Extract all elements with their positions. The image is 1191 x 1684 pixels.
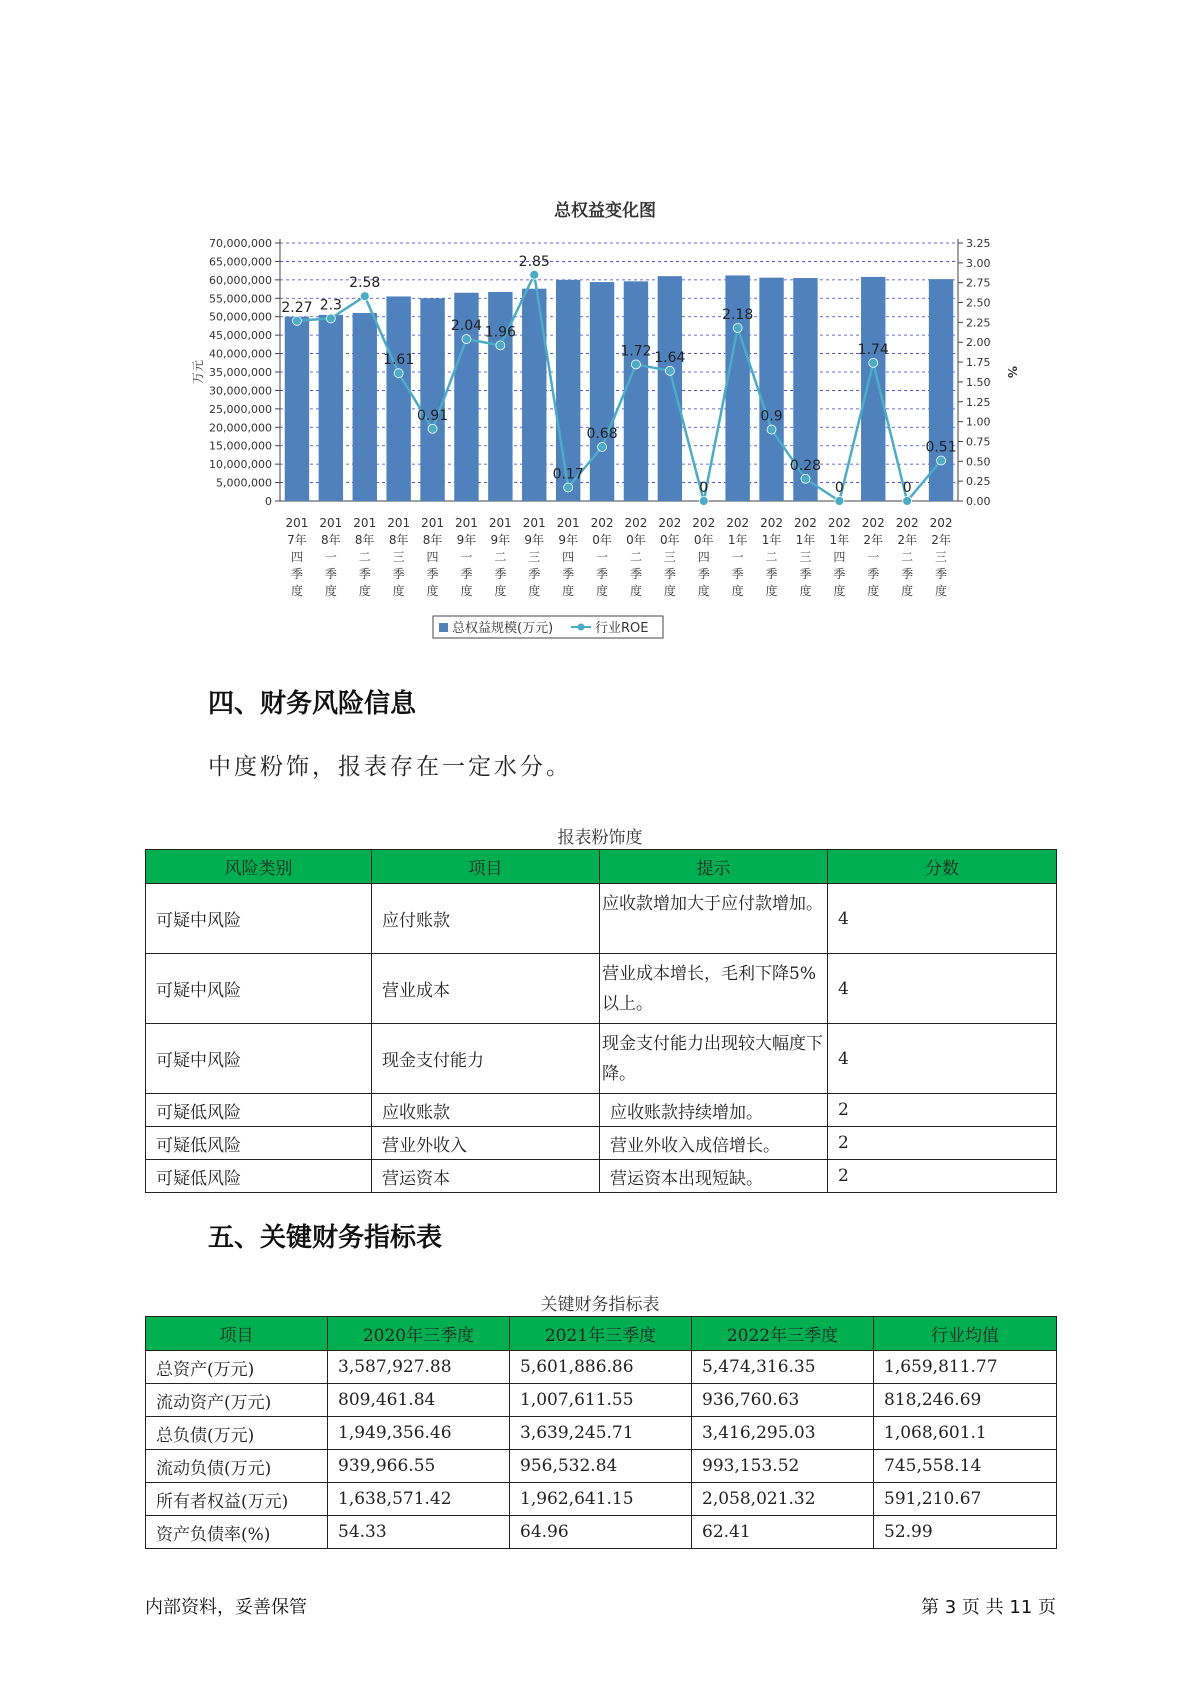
risk-category: 可疑中风险 xyxy=(146,1024,372,1094)
table-row xyxy=(146,1450,1057,1483)
category-label: 季 xyxy=(494,567,507,581)
category-label: 9年 xyxy=(490,533,511,547)
category-label: 二 xyxy=(901,550,914,564)
risk-tip: 营业外收入成倍增长。 xyxy=(600,1127,828,1160)
category-label: 季 xyxy=(697,567,710,581)
table-row xyxy=(146,1094,1057,1127)
category-label: 三 xyxy=(528,550,541,564)
left-tick-label: 70,000,000 xyxy=(209,237,272,250)
category-label: 9年 xyxy=(456,533,477,547)
right-tick-label: 2.00 xyxy=(966,336,991,350)
indicator-value: 936,760.63 xyxy=(692,1384,874,1417)
right-tick-label: 1.00 xyxy=(966,415,991,429)
category-label: 1年 xyxy=(829,533,850,547)
category-label: 季 xyxy=(596,567,609,581)
roe-data-label: 1.74 xyxy=(857,341,889,358)
risk-score: 2 xyxy=(828,1094,1057,1127)
risk-item: 营运资本 xyxy=(372,1160,600,1193)
risk-score: 2 xyxy=(828,1160,1057,1193)
category-label: 201 xyxy=(387,516,411,530)
category-label: 四 xyxy=(833,550,846,564)
category-label: 201 xyxy=(285,516,309,530)
category-label: 三 xyxy=(935,550,948,564)
roe-data-label: 0.51 xyxy=(925,439,957,456)
category-label: 度 xyxy=(528,584,541,598)
indicator-name: 总负债(万元) xyxy=(146,1417,328,1450)
table-row xyxy=(146,1516,1057,1549)
category-label: 202 xyxy=(624,516,648,530)
risk-category: 可疑低风险 xyxy=(146,1127,372,1160)
category-label: 1年 xyxy=(727,533,748,547)
category-label: 三 xyxy=(392,550,405,564)
table-row xyxy=(146,884,1057,954)
indicator-value: 1,007,611.55 xyxy=(510,1384,692,1417)
roe-point xyxy=(496,341,505,350)
category-label: 8年 xyxy=(388,533,409,547)
bar xyxy=(658,276,682,501)
category-label: 202 xyxy=(861,516,885,530)
roe-point xyxy=(394,369,403,378)
indicator-value: 3,416,295.03 xyxy=(692,1417,874,1450)
risk-summary: 中度粉饰，报表存在一定水分。 xyxy=(208,754,572,780)
category-label: 度 xyxy=(901,584,914,598)
category-label: 度 xyxy=(663,584,676,598)
legend-line-marker xyxy=(578,624,585,631)
category-label: 季 xyxy=(731,567,744,581)
category-label: 四 xyxy=(697,550,710,564)
table-row xyxy=(146,1160,1057,1193)
left-tick-label: 65,000,000 xyxy=(209,255,272,269)
category-label: 202 xyxy=(929,516,953,530)
category-label: 2年 xyxy=(897,533,917,547)
indicator-name: 流动负债(万元) xyxy=(146,1450,328,1483)
category-label: 0年 xyxy=(660,533,680,547)
indicator-value: 745,558.14 xyxy=(874,1450,1057,1483)
category-label: 度 xyxy=(290,584,303,598)
category-label: 9年 xyxy=(558,533,578,547)
roe-point xyxy=(665,366,674,375)
category-label: 0年 xyxy=(592,533,612,547)
roe-data-label: 0 xyxy=(699,480,709,496)
table-row xyxy=(146,1024,1057,1094)
category-label: 202 xyxy=(658,516,682,530)
category-label: 二 xyxy=(629,550,642,564)
bar xyxy=(353,313,377,501)
risk-score: 2 xyxy=(828,1127,1057,1160)
left-tick-label: 45,000,000 xyxy=(209,329,272,343)
roe-point xyxy=(801,474,810,483)
left-tick-label: 10,000,000 xyxy=(209,458,272,472)
category-label: 度 xyxy=(935,584,948,598)
left-tick-label: 25,000,000 xyxy=(209,402,272,416)
table-header-row xyxy=(146,850,1057,884)
category-label: 度 xyxy=(460,584,473,598)
category-label: 2年 xyxy=(863,533,884,547)
category-label: 度 xyxy=(358,584,371,598)
indicator-value: 1,068,601.1 xyxy=(874,1417,1057,1450)
category-label: 度 xyxy=(596,584,609,598)
header-cell: 风险类别 xyxy=(146,850,372,884)
category-label: 度 xyxy=(799,584,812,598)
category-label: 一 xyxy=(460,550,473,564)
risk-score: 4 xyxy=(828,884,1057,954)
legend-bar-swatch xyxy=(439,623,448,632)
indicator-value: 1,659,811.77 xyxy=(874,1351,1057,1384)
header-cell: 项目 xyxy=(146,1317,328,1351)
roe-point xyxy=(835,497,844,506)
category-label: 202 xyxy=(692,516,716,530)
roe-point xyxy=(767,425,776,434)
legend-bar-label: 总权益规模(万元) xyxy=(452,621,554,636)
roe-data-label: 1.96 xyxy=(484,324,516,341)
risk-item: 营业外收入 xyxy=(372,1127,600,1160)
category-label: 二 xyxy=(358,550,371,564)
risk-category: 可疑低风险 xyxy=(146,1094,372,1127)
right-tick-label: 3.00 xyxy=(966,256,991,270)
header-cell: 2020年三季度 xyxy=(328,1317,510,1351)
left-tick-label: 60,000,000 xyxy=(209,273,272,287)
footer-confidential: 内部资料，妥善保管 xyxy=(145,1597,307,1618)
category-label: 度 xyxy=(833,584,846,598)
header-cell: 分数 xyxy=(828,850,1057,884)
roe-point xyxy=(631,360,640,369)
risk-tip: 应收款增加大于应付款增加。 xyxy=(600,884,828,954)
right-tick-label: 1.25 xyxy=(966,395,991,409)
category-label: 一 xyxy=(596,550,609,564)
fin-table-caption: 关键财务指标表 xyxy=(540,1295,660,1315)
right-axis-title: % xyxy=(1005,365,1019,379)
roe-data-label: 1.61 xyxy=(383,352,415,369)
category-label: 季 xyxy=(426,567,439,581)
roe-data-label: 1.72 xyxy=(620,343,652,360)
chart-title: 总权益变化图 xyxy=(554,201,656,221)
roe-point xyxy=(428,424,437,433)
roe-point xyxy=(564,483,573,492)
risk-score: 4 xyxy=(828,1024,1057,1094)
category-label: 202 xyxy=(793,516,817,530)
category-label: 0年 xyxy=(626,533,646,547)
category-label: 一 xyxy=(867,550,880,564)
bar xyxy=(386,296,410,501)
bar xyxy=(929,279,953,501)
table-row xyxy=(146,1351,1057,1384)
roe-point xyxy=(869,358,878,367)
right-tick-label: 0.50 xyxy=(966,455,991,469)
category-label: 二 xyxy=(765,550,778,564)
risk-item: 应收账款 xyxy=(372,1094,600,1127)
footer-page-number: 第 3 页 共 11 页 xyxy=(921,1597,1056,1618)
header-cell: 行业均值 xyxy=(874,1317,1057,1351)
table-row xyxy=(146,1417,1057,1450)
roe-point xyxy=(937,456,946,465)
category-label: 8年 xyxy=(422,533,443,547)
category-label: 季 xyxy=(392,567,405,581)
category-label: 三 xyxy=(799,550,812,564)
indicator-value: 1,962,641.15 xyxy=(510,1483,692,1516)
indicator-value: 3,587,927.88 xyxy=(328,1351,510,1384)
right-tick-label: 2.50 xyxy=(966,296,991,310)
indicator-value: 956,532.84 xyxy=(510,1450,692,1483)
category-label: 9年 xyxy=(524,533,545,547)
category-label: 季 xyxy=(358,567,371,581)
indicator-value: 939,966.55 xyxy=(328,1450,510,1483)
indicator-value: 5,474,316.35 xyxy=(692,1351,874,1384)
category-label: 度 xyxy=(562,584,575,598)
indicator-value: 818,246.69 xyxy=(874,1384,1057,1417)
roe-data-label: 2.85 xyxy=(518,253,550,270)
risk-tip: 营业成本增长，毛利下降5%以上。 xyxy=(600,954,828,1024)
indicator-name: 总资产(万元) xyxy=(146,1351,328,1384)
category-label: 1年 xyxy=(795,533,816,547)
left-tick-label: 5,000,000 xyxy=(216,476,272,490)
right-tick-label: 2.25 xyxy=(966,316,991,330)
category-label: 8年 xyxy=(354,533,375,547)
roe-point xyxy=(733,323,742,332)
roe-data-label: 2.3 xyxy=(319,297,342,314)
bar xyxy=(319,315,343,501)
category-label: 8年 xyxy=(321,533,341,547)
category-label: 度 xyxy=(494,584,507,598)
roe-point xyxy=(326,314,335,323)
indicator-value: 54.33 xyxy=(328,1516,510,1549)
category-label: 季 xyxy=(799,567,812,581)
category-label: 度 xyxy=(731,584,744,598)
category-label: 季 xyxy=(765,567,778,581)
table-header-row xyxy=(146,1317,1057,1351)
indicator-value: 2,058,021.32 xyxy=(692,1483,874,1516)
category-label: 度 xyxy=(324,584,337,598)
bar xyxy=(624,281,648,501)
category-label: 度 xyxy=(867,584,880,598)
indicator-name: 资产负债率(%) xyxy=(146,1516,328,1549)
left-tick-label: 20,000,000 xyxy=(209,421,272,435)
category-label: 季 xyxy=(562,567,575,581)
category-label: 2年 xyxy=(931,533,951,547)
risk-item: 营业成本 xyxy=(372,954,600,1024)
category-label: 季 xyxy=(324,567,337,581)
indicator-value: 3,639,245.71 xyxy=(510,1417,692,1450)
category-label: 201 xyxy=(421,516,445,530)
category-label: 季 xyxy=(528,567,541,581)
roe-point xyxy=(699,497,708,506)
header-cell: 提示 xyxy=(600,850,828,884)
category-label: 201 xyxy=(556,516,580,530)
bar xyxy=(420,298,444,501)
roe-data-label: 0.91 xyxy=(416,407,449,424)
bar xyxy=(590,282,614,501)
risk-item: 应付账款 xyxy=(372,884,600,954)
risk-tip: 现金支付能力出现较大幅度下降。 xyxy=(600,1024,828,1094)
indicator-value: 1,949,356.46 xyxy=(328,1417,510,1450)
risk-table xyxy=(145,849,1057,1193)
roe-data-label: 0 xyxy=(834,480,844,496)
category-label: 202 xyxy=(726,516,750,530)
category-label: 201 xyxy=(319,516,343,530)
left-tick-label: 35,000,000 xyxy=(209,366,272,379)
risk-item: 现金支付能力 xyxy=(372,1024,600,1094)
roe-point xyxy=(292,316,301,325)
left-tick-label: 0 xyxy=(265,495,272,508)
category-label: 201 xyxy=(353,516,377,530)
roe-data-label: 0.28 xyxy=(789,457,822,474)
risk-tip: 营运资本出现短缺。 xyxy=(600,1160,828,1193)
category-label: 季 xyxy=(460,567,473,581)
category-label: 四 xyxy=(426,550,439,564)
roe-data-label: 2.58 xyxy=(349,275,381,292)
roe-point xyxy=(360,292,369,301)
bar xyxy=(488,292,512,501)
category-label: 四 xyxy=(290,550,303,564)
roe-data-label: 2.18 xyxy=(722,306,754,323)
left-tick-label: 15,000,000 xyxy=(209,439,272,453)
roe-point xyxy=(462,335,471,344)
risk-score: 4 xyxy=(828,954,1057,1024)
category-label: 度 xyxy=(697,584,710,598)
category-label: 一 xyxy=(731,550,744,564)
category-label: 度 xyxy=(392,584,405,598)
category-label: 202 xyxy=(760,516,784,530)
indicator-value: 52.99 xyxy=(874,1516,1057,1549)
risk-table-caption: 报表粉饰度 xyxy=(557,828,643,848)
category-label: 季 xyxy=(290,567,303,581)
table-row xyxy=(146,1483,1057,1516)
right-tick-label: 0.75 xyxy=(966,435,991,449)
risk-category: 可疑中风险 xyxy=(146,884,372,954)
left-tick-label: 55,000,000 xyxy=(209,292,272,306)
financial-indicators-table xyxy=(145,1316,1057,1549)
header-cell: 项目 xyxy=(372,850,600,884)
category-label: 季 xyxy=(833,567,846,581)
roe-point xyxy=(530,270,539,279)
category-label: 0年 xyxy=(693,533,714,547)
right-tick-label: 0.25 xyxy=(966,475,991,489)
table-row xyxy=(146,954,1057,1024)
category-label: 季 xyxy=(629,567,642,581)
roe-data-label: 2.04 xyxy=(450,318,483,335)
equity-chart xyxy=(190,196,1020,646)
category-label: 四 xyxy=(562,550,575,564)
chart-canvas xyxy=(190,196,1020,646)
category-label: 201 xyxy=(454,516,478,530)
roe-data-label: 0.17 xyxy=(552,466,584,483)
indicator-name: 所有者权益(万元) xyxy=(146,1483,328,1516)
indicator-value: 64.96 xyxy=(510,1516,692,1549)
right-tick-label: 1.50 xyxy=(966,375,991,389)
table-row xyxy=(146,1384,1057,1417)
risk-tip: 应收账款持续增加。 xyxy=(600,1094,828,1127)
category-label: 201 xyxy=(522,516,546,530)
category-label: 1年 xyxy=(761,533,782,547)
roe-point xyxy=(598,443,607,452)
category-label: 季 xyxy=(901,567,914,581)
category-label: 二 xyxy=(494,550,507,564)
bar xyxy=(285,317,309,501)
right-tick-label: 3.25 xyxy=(966,237,991,250)
bar xyxy=(759,278,783,501)
left-axis-title: 万元 xyxy=(191,359,205,385)
section4-heading: 四、财务风险信息 xyxy=(208,689,417,719)
roe-data-label: 0.68 xyxy=(586,426,618,443)
category-label: 202 xyxy=(590,516,614,530)
roe-data-label: 0 xyxy=(902,480,912,496)
right-tick-label: 0.00 xyxy=(966,495,991,508)
left-tick-label: 50,000,000 xyxy=(209,310,272,324)
header-cell: 2022年三季度 xyxy=(692,1317,874,1351)
roe-data-label: 2.27 xyxy=(281,299,313,316)
indicator-value: 1,638,571.42 xyxy=(328,1483,510,1516)
category-label: 度 xyxy=(629,584,642,598)
left-tick-label: 30,000,000 xyxy=(209,384,272,398)
bar xyxy=(861,277,885,501)
roe-data-label: 1.64 xyxy=(654,349,686,366)
left-tick-label: 40,000,000 xyxy=(209,347,272,361)
category-label: 202 xyxy=(895,516,919,530)
category-label: 季 xyxy=(663,567,676,581)
header-cell: 2021年三季度 xyxy=(510,1317,692,1351)
category-label: 季 xyxy=(935,567,948,581)
legend-line-label: 行业ROE xyxy=(595,621,649,636)
category-label: 7年 xyxy=(287,533,307,547)
right-tick-label: 1.75 xyxy=(966,356,991,370)
indicator-value: 5,601,886.86 xyxy=(510,1351,692,1384)
section5-heading: 五、关键财务指标表 xyxy=(208,1223,443,1253)
category-label: 三 xyxy=(663,550,676,564)
category-label: 202 xyxy=(827,516,851,530)
category-label: 一 xyxy=(324,550,337,564)
category-label: 度 xyxy=(426,584,439,598)
table-row xyxy=(146,1127,1057,1160)
indicator-value: 809,461.84 xyxy=(328,1384,510,1417)
indicator-value: 993,153.52 xyxy=(692,1450,874,1483)
category-label: 季 xyxy=(867,567,880,581)
right-tick-label: 2.75 xyxy=(966,276,991,290)
risk-category: 可疑低风险 xyxy=(146,1160,372,1193)
indicator-value: 62.41 xyxy=(692,1516,874,1549)
indicator-name: 流动资产(万元) xyxy=(146,1384,328,1417)
indicator-value: 591,210.67 xyxy=(874,1483,1057,1516)
roe-data-label: 0.9 xyxy=(760,408,783,425)
category-label: 201 xyxy=(488,516,512,530)
risk-category: 可疑中风险 xyxy=(146,954,372,1024)
roe-point xyxy=(903,497,912,506)
category-label: 度 xyxy=(765,584,778,598)
